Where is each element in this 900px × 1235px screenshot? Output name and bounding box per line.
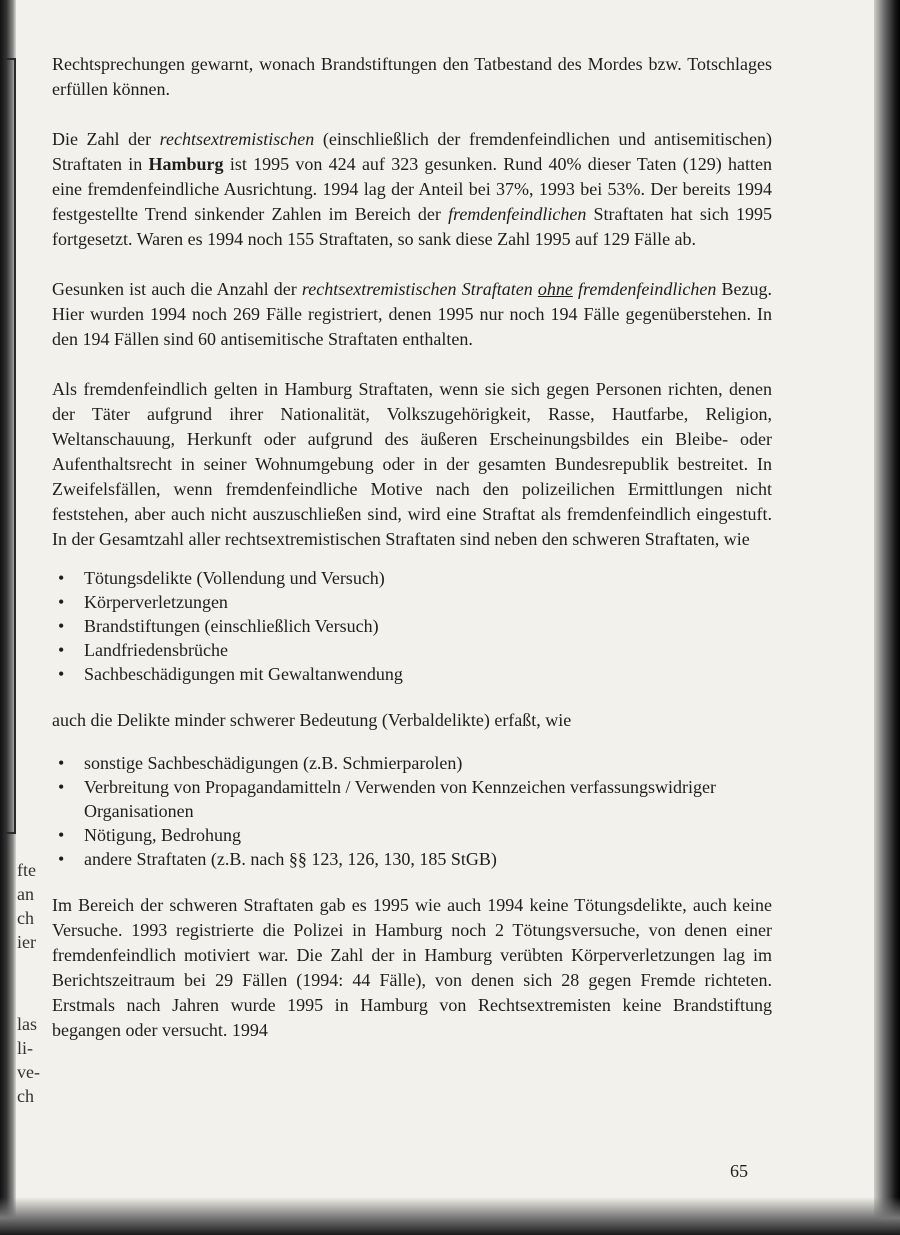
gutter-fragment: fte bbox=[17, 860, 36, 880]
list-item: • Verbreitung von Propagandamitteln / Verwenden von Kennzeichen verfassungswidriger Organisationen bbox=[52, 775, 772, 823]
gutter-fragment: ier bbox=[17, 932, 36, 952]
text-run: Bezug. Hier wurden 1994 noch 269 Fälle registriert, denen 1995 nur noch 194 Fälle gegenüberstehen. In den 194 Fällen sind 60 antisemitische Straftaten enthalten. bbox=[52, 279, 772, 349]
paragraph-intro: Rechtsprechungen gewarnt, wonach Brandstiftungen den Tatbestand des Mordes bzw. Totschlages erfüllen können. bbox=[52, 54, 772, 99]
document-page bbox=[52, 52, 772, 1043]
gutter-fragment: las bbox=[17, 1014, 37, 1034]
list-item: • sonstige Sachbeschädigungen (z.B. Schmierparolen) bbox=[52, 751, 772, 775]
text-run-bold: Hamburg bbox=[148, 154, 224, 174]
paragraph-minor-offenses: auch die Delikte minder schwerer Bedeutung (Verbaldelikte) erfaßt, wie bbox=[52, 710, 572, 730]
gutter-fragment: ch bbox=[17, 908, 34, 928]
text-run-italic: fremdenfeindlichen bbox=[448, 204, 587, 224]
text-run-italic: rechtsextremistischen bbox=[159, 129, 315, 149]
gutter-fragment: ch bbox=[17, 1086, 34, 1106]
text-run-italic: rechtsextremistischen Straftaten bbox=[301, 279, 538, 299]
scan-shadow-right bbox=[874, 0, 900, 1235]
list-item: • andere Straftaten (z.B. nach §§ 123, 126, 130, 185 StGB) bbox=[52, 847, 772, 871]
list-item: • Landfriedensbrüche bbox=[52, 638, 772, 662]
gutter-bracket-tick-top bbox=[6, 58, 16, 60]
gutter-fragment: an bbox=[17, 884, 34, 904]
text-run: Straftaten hat sich 1995 fortgesetzt. Waren es 1994 noch 155 Straftaten, so sank diese Zahl 1995 auf 129 Fälle ab. bbox=[52, 204, 772, 249]
list-item: • Tötungsdelikte (Vollendung und Versuch) bbox=[52, 566, 772, 590]
list-item: • Sachbeschädigungen mit Gewaltanwendung bbox=[52, 662, 772, 686]
page-number: 65 bbox=[730, 1161, 748, 1181]
gutter-bracket-tick-bottom bbox=[6, 832, 16, 834]
list-severe-offenses bbox=[52, 566, 772, 686]
text-run: Die Zahl der bbox=[52, 129, 160, 149]
list-item: • Brandstiftungen (einschließlich Versuch) bbox=[52, 614, 772, 638]
paragraph-statistics-hamburg bbox=[52, 127, 772, 252]
paragraph-severe-statistics: Im Bereich der schweren Straftaten gab es 1995 wie auch 1994 keine Tötungsdelikte, auch keine Versuche. 1993 registrierte die Polizei in Hamburg noch 2 Tötungsversuche, von denen einer fremdenfeindlich motiviert war. Die Zahl der in Hamburg verübten Körperverletzungen lag im Berichtszeitraum bei 29 Fällen (1994: 44 Fälle), von denen sich 28 gegen Fremde richteten. Erstmals nach Jahren wurde 1995 in Hamburg von Rechtsextremisten keine Brandstiftung begangen oder versucht. 1994 bbox=[52, 895, 772, 1040]
text-run: Gesunken ist auch die Anzahl der bbox=[52, 279, 302, 299]
gutter-fragment: ve- bbox=[17, 1062, 40, 1082]
list-item: • Nötigung, Bedrohung bbox=[52, 823, 772, 847]
list-minor-offenses bbox=[52, 751, 772, 871]
text-run-underline: ohne bbox=[537, 279, 573, 299]
text-run-italic: fremdenfeindlichen bbox=[572, 279, 717, 299]
scan-shadow-bottom bbox=[0, 1197, 900, 1235]
gutter-fragment: li- bbox=[17, 1038, 33, 1058]
list-item: • Körperverletzungen bbox=[52, 590, 772, 614]
paragraph-decline bbox=[52, 277, 772, 352]
text-run: (einschließlich der fremdenfeindlichen und antisemitischen) Straftaten in bbox=[52, 129, 772, 174]
paragraph-definition: Als fremdenfeindlich gelten in Hamburg Straftaten, wenn sie sich gegen Personen richten, denen der Täter aufgrund ihrer Nationalität, Volkszugehörigkeit, Rasse, Hautfarbe, Religion, Weltanschauung, Herkunft oder aufgrund des äußeren Erscheinungsbildes ein Bleibe- oder Aufenthaltsrecht in seiner Wohnumgebung oder in der gesamten Bundesrepublik bestreitet. In Zweifelsfällen, wenn fremdenfeindliche Motive nach den polizeilichen Ermittlungen nicht feststehen, aber auch nicht auszuschließen sind, wird eine Straftat als fremdenfeindlich eingestuft. In der Gesamtzahl aller rechtsextremistischen Straftaten sind neben den schweren Straftaten, wie bbox=[52, 379, 772, 549]
text-run: ist 1995 von 424 auf 323 gesunken. Rund 40% dieser Taten (129) hatten eine fremdenfeindliche Ausrichtung. 1994 lag der Anteil bei 37%, 1993 bei 53%. Der bereits 1994 festgestellte Trend sinkender Zahlen im Bereich der bbox=[52, 154, 772, 224]
gutter-bracket bbox=[14, 58, 16, 833]
